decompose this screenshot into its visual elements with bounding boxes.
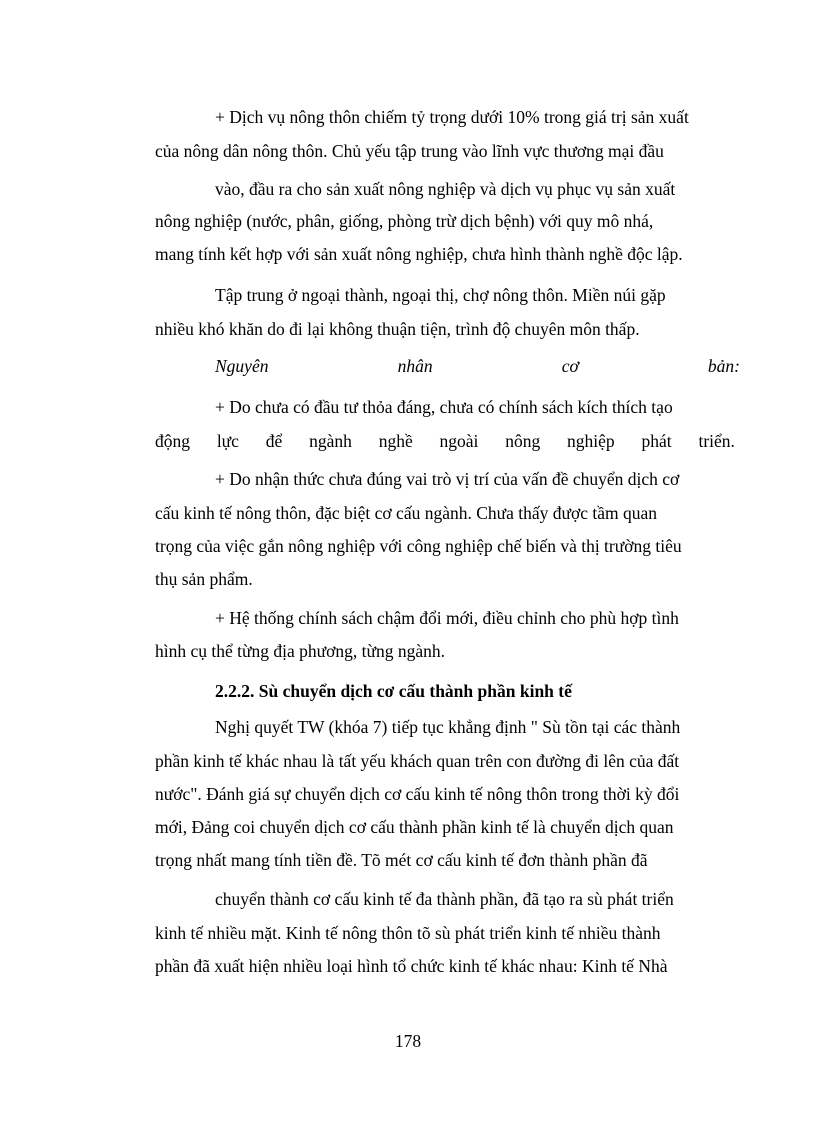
text-line: Nghị quyết TW (khóa 7) tiếp tục khẳng định " Sù tồn tại các thành <box>215 717 681 737</box>
section-heading: 2.2.2. Sù chuyển dịch cơ cấu thành phần kinh tế <box>215 681 572 701</box>
word: bản: <box>707 356 740 376</box>
word: Nguyên <box>215 356 269 376</box>
subheading-cause <box>215 355 740 377</box>
text-line: thụ sản phẩm. <box>155 569 253 589</box>
word: ngành <box>309 431 352 451</box>
text-line: phần kinh tế khác nhau là tất yếu khách quan trên con đường đi lên của đất <box>155 751 680 771</box>
text-line: nước". Đánh giá sự chuyển dịch cơ cấu kinh tế nông thôn trong thời kỳ đổi <box>155 784 680 804</box>
word: nghề <box>378 431 413 451</box>
word: lực <box>216 431 239 451</box>
word: nông <box>505 431 541 451</box>
text-line: phần đã xuất hiện nhiều loại hình tổ chức kinh tế khác nhau: Kinh tế Nhà <box>155 956 668 976</box>
word: nhân <box>397 356 433 376</box>
text-line: cấu kinh tế nông thôn, đặc biệt cơ cấu ngành. Chưa thấy được tầm quan <box>155 503 658 523</box>
word: để <box>265 431 283 451</box>
page-number: 178 <box>394 1031 422 1051</box>
word: nghiệp <box>567 431 615 451</box>
text-line: chuyển thành cơ cấu kinh tế đa thành phần, đã tạo ra sù phát triển <box>215 889 674 909</box>
text-line: mang tính kết hợp với sản xuất nông nghiệp, chưa hình thành nghề độc lập. <box>155 244 683 264</box>
text-line: vào, đầu ra cho sản xuất nông nghiệp và dịch vụ phục vụ sản xuất <box>215 179 676 199</box>
word: cơ <box>561 356 579 376</box>
word: động <box>155 431 190 451</box>
text-line-justified <box>155 430 735 452</box>
text-line: hình cụ thể từng địa phương, từng ngành. <box>155 641 445 661</box>
word: ngoài <box>439 431 479 451</box>
word: phát <box>641 431 672 451</box>
text-line: trọng nhất mang tính tiền đề. Tõ mét cơ cấu kinh tế đơn thành phần đã <box>155 850 648 870</box>
text-line: + Dịch vụ nông thôn chiếm tỷ trọng dưới 10% trong giá trị sản xuất <box>215 107 689 127</box>
text-line: + Hệ thống chính sách chậm đổi mới, điều chỉnh cho phù hợp tình <box>215 608 679 628</box>
text-line: nhiều khó khăn do đi lại không thuận tiện, trình độ chuyên môn thấp. <box>155 319 640 339</box>
text-line: + Do chưa có đầu tư thỏa đáng, chưa có chính sách kích thích tạo <box>215 397 673 417</box>
text-line: + Do nhận thức chưa đúng vai trò vị trí của vấn đề chuyển dịch cơ <box>215 469 680 489</box>
word: triển. <box>698 431 735 451</box>
text-line: trọng của việc gắn nông nghiệp với công nghiệp chế biến và thị trường tiêu <box>155 536 682 556</box>
text-line: của nông dân nông thôn. Chủ yếu tập trung vào lĩnh vực thương mại đầu <box>155 141 664 161</box>
text-line: nông nghiệp (nước, phân, giống, phòng trừ dịch bệnh) với quy mô nhá, <box>155 211 654 231</box>
text-line: kinh tế nhiều mặt. Kinh tế nông thôn tõ sù phát triển kinh tế nhiều thành <box>155 923 661 943</box>
text-line: mới, Đảng coi chuyển dịch cơ cấu thành phần kinh tế là chuyển dịch quan <box>155 817 674 837</box>
text-line: Tập trung ở ngoại thành, ngoại thị, chợ nông thôn. Miền núi gặp <box>215 285 666 305</box>
